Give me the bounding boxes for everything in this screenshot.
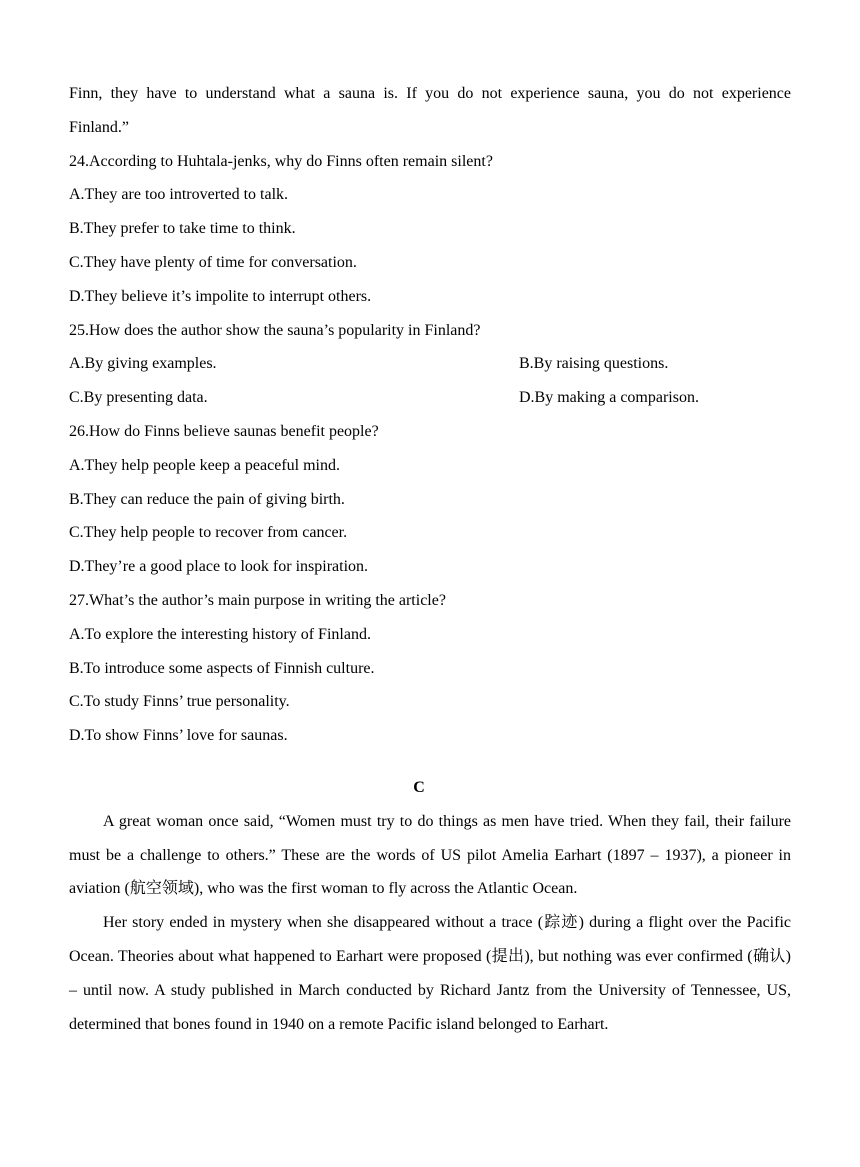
option-d: D.To show Finns’ love for saunas. <box>69 727 288 745</box>
intro-line-2: Finland.” <box>69 118 129 136</box>
option-a: A.They are too introverted to talk. <box>69 186 289 204</box>
option-c: C.To study Finns’ true personality. <box>69 693 290 711</box>
paragraph-2: Her story ended in mystery when she disappeared without a trace (踪迹) during a flight over the Pacific Ocean. Theories about what happened to Earhart were proposed (提出), but nothing was ever confirmed (确认) – until now. A study published in March conducted by Richard Jantz from the University of Tennessee, US, determined that bones found in 1940 on a remote Pacific island belonged to Earhart. <box>69 914 791 1033</box>
question-24 <box>69 145 791 314</box>
option-c: C.They have plenty of time for conversation. <box>69 253 357 271</box>
option-b: B.They can reduce the pain of giving birth. <box>69 490 345 508</box>
option-d: D.They believe it’s impolite to interrupt others. <box>69 287 372 305</box>
option-d: D.They’re a good place to look for inspiration. <box>69 558 369 576</box>
intro-line-1: Finn, they have to understand what a sauna is. If you do not experience sauna, you do not experience <box>69 85 791 102</box>
question-stem: 25.How does the author show the sauna’s popularity in Finland? <box>69 321 481 339</box>
question-stem: 27.What’s the author’s main purpose in writing the article? <box>69 591 446 609</box>
option-d: D.By making a comparison. <box>519 389 699 407</box>
question-25 <box>69 314 791 415</box>
option-b: B.They prefer to take time to think. <box>69 220 296 238</box>
question-26 <box>69 415 791 584</box>
question-27 <box>69 584 791 753</box>
section-heading: C <box>413 778 425 796</box>
options-row-1 <box>69 347 791 381</box>
option-c: C.By presenting data. <box>69 389 208 407</box>
document-page <box>69 77 791 1041</box>
question-stem: 24.According to Huhtala-jenks, why do Finns often remain silent? <box>69 152 493 170</box>
option-a: A.To explore the interesting history of Finland. <box>69 625 371 643</box>
option-b: B.To introduce some aspects of Finnish culture. <box>69 659 375 677</box>
option-b: B.By raising questions. <box>519 355 669 373</box>
option-c: C.They help people to recover from cancer. <box>69 524 348 542</box>
paragraph-1: A great woman once said, “Women must try to do things as men have tried. When they fail, their failure must be a challenge to others.” These are the words of US pilot Amelia Earhart (1897 – 1937), a pioneer in aviation (航空领域), who was the first woman to fly across the Atlantic Ocean. <box>69 812 791 898</box>
options-row-2 <box>69 381 791 415</box>
option-a: A.They help people keep a peaceful mind. <box>69 456 340 474</box>
option-a: A.By giving examples. <box>69 355 217 373</box>
question-stem: 26.How do Finns believe saunas benefit people? <box>69 422 379 440</box>
